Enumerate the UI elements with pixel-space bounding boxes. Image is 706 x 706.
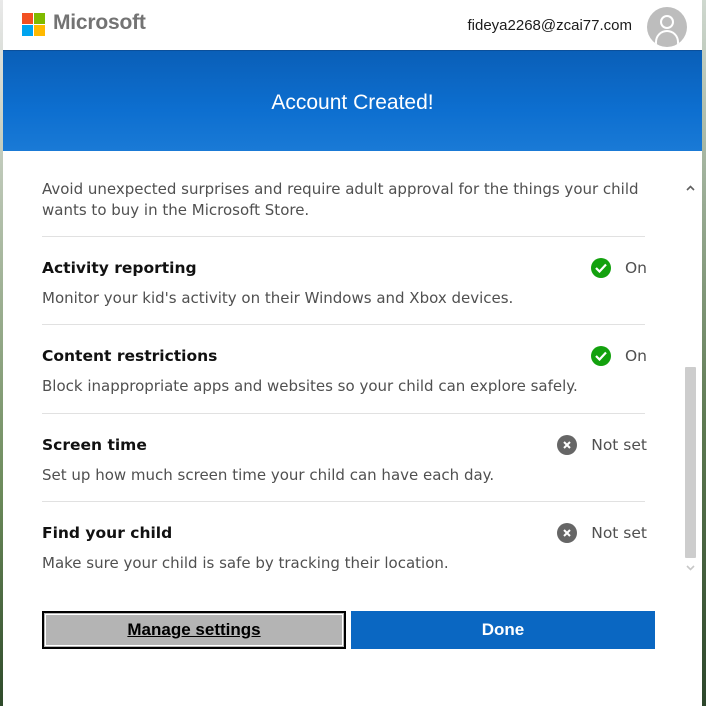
check-circle-icon — [591, 258, 611, 278]
x-circle-icon — [557, 435, 577, 455]
avatar-icon[interactable] — [647, 7, 687, 47]
status-content-restrictions — [591, 345, 647, 367]
status-find-your-child — [557, 522, 647, 544]
microsoft-logo-icon — [22, 13, 46, 37]
setting-title-content-restrictions: Content restrictions — [42, 347, 218, 365]
divider — [42, 501, 645, 502]
divider — [42, 413, 645, 414]
x-circle-icon — [557, 523, 577, 543]
account-email: fideya2268@zcai77.com — [467, 17, 632, 34]
manage-settings-button[interactable]: Manage settings — [42, 611, 346, 649]
status-activity-reporting — [591, 257, 647, 279]
status-screen-time — [557, 434, 647, 456]
divider — [42, 236, 645, 237]
divider — [42, 324, 645, 325]
account-created-dialog — [3, 0, 702, 706]
top-bar — [3, 0, 702, 50]
done-button[interactable]: Done — [351, 611, 655, 649]
brand-name: Microsoft — [53, 11, 146, 34]
setting-description-activity-reporting: Monitor your kid's activity on their Windows and Xbox devices. — [42, 289, 514, 307]
setting-title-activity-reporting: Activity reporting — [42, 259, 197, 277]
scroll-down-arrow-icon[interactable] — [682, 560, 699, 576]
vertical-scrollbar[interactable] — [682, 180, 699, 576]
setting-description-find-your-child: Make sure your child is safe by tracking their location. — [42, 554, 449, 572]
setting-title-find-your-child: Find your child — [42, 524, 173, 542]
hero-banner — [3, 50, 702, 151]
setting-title-screen-time: Screen time — [42, 436, 147, 454]
status-label: On — [624, 347, 647, 365]
intro-text: Avoid unexpected surprises and require adult approval for the things your child wants to buy in the Microsoft Store. — [42, 180, 639, 219]
status-label: Not set — [591, 436, 647, 454]
setting-description-content-restrictions: Block inappropriate apps and websites so your child can explore safely. — [42, 377, 578, 395]
scrollbar-thumb[interactable] — [685, 367, 696, 558]
desktop-background-right — [702, 0, 706, 706]
status-label: On — [624, 259, 647, 277]
scroll-up-arrow-icon[interactable] — [682, 180, 699, 196]
setting-description-screen-time: Set up how much screen time your child can have each day. — [42, 466, 495, 484]
settings-list — [41, 151, 647, 591]
page-title: Account Created! — [271, 91, 434, 114]
check-circle-icon — [591, 346, 611, 366]
status-label: Not set — [591, 524, 647, 542]
